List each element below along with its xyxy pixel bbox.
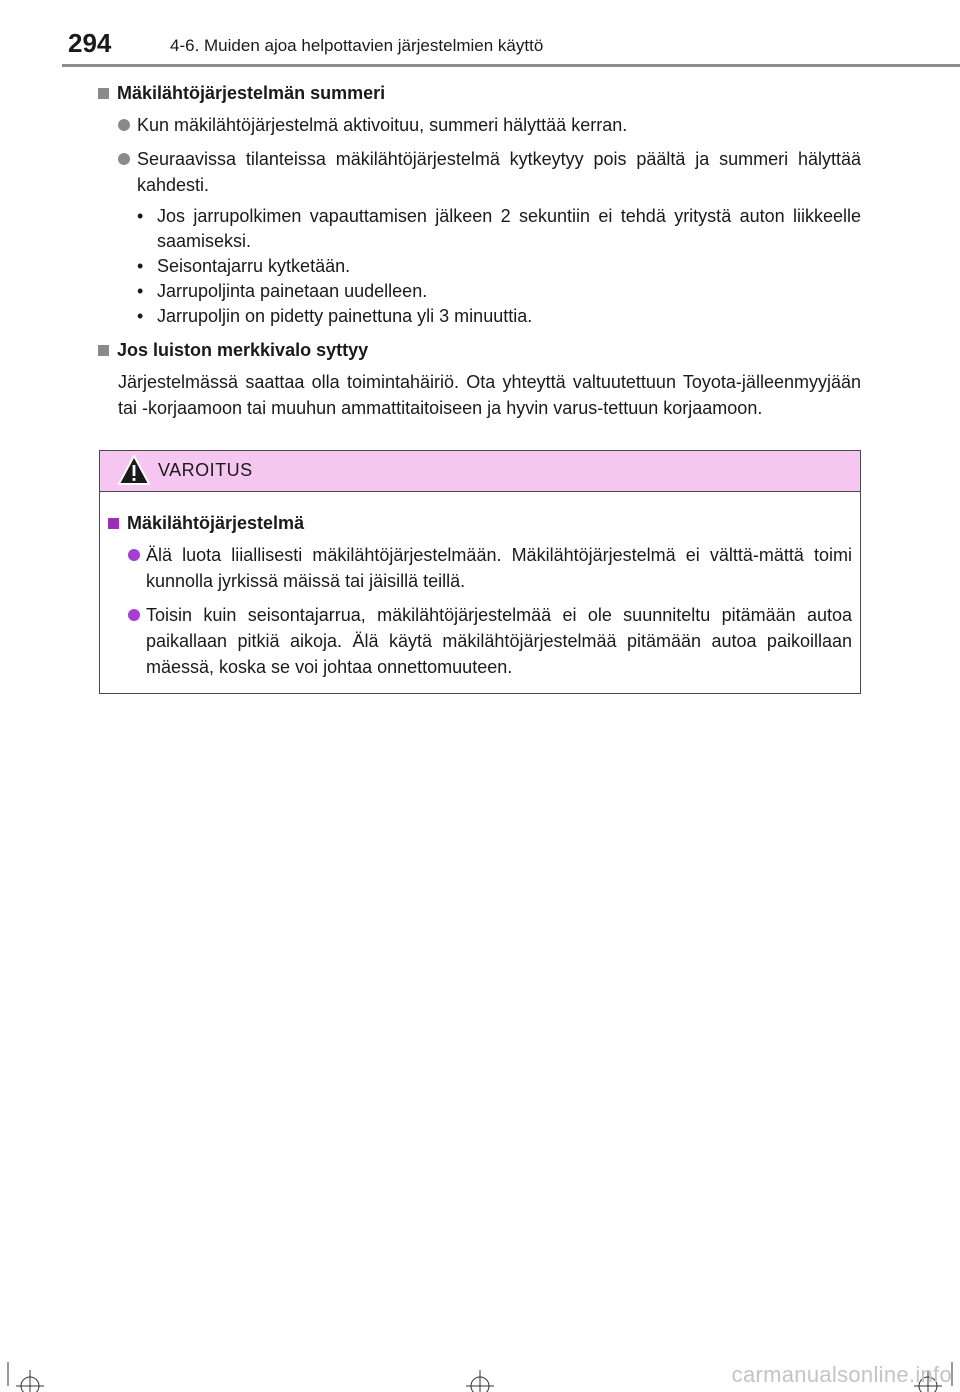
circle-bullet-icon (118, 119, 130, 131)
circle-bullet-icon (128, 549, 140, 561)
section-heading-buzzer (98, 80, 861, 106)
list-item (108, 602, 852, 680)
section-heading-text: Jos luiston merkkivalo syttyy (117, 340, 369, 360)
list-item (98, 146, 861, 198)
sub-item-text: Seisontajarru kytketään. (157, 256, 351, 276)
list-item (108, 542, 852, 594)
bullet-text: Kun mäkilähtöjärjestelmä aktivoituu, summeri hälyttää kerran. (137, 115, 628, 135)
dot-marker-icon: • (137, 206, 144, 226)
dot-marker-icon: • (137, 256, 144, 276)
warning-triangle-icon (118, 455, 150, 485)
dot-marker-icon: • (137, 306, 144, 326)
sub-item-text: Jarrupoljin on pidetty painettuna yli 3 minuuttia. (157, 306, 533, 326)
square-bullet-icon (98, 88, 109, 99)
bullet-text: Älä luota liiallisesti mäkilähtöjärjestelmään. Mäkilähtöjärjestelmä ei välttä-mättä toimi kunnolla jyrkissä mäissä tai jäisillä teillä. (146, 545, 852, 591)
circle-bullet-icon (128, 609, 140, 621)
sub-list-item (137, 254, 861, 279)
sub-item-text: Jarrupoljinta painetaan uudelleen. (157, 281, 428, 301)
warning-heading-text: Mäkilähtöjärjestelmä (127, 513, 305, 533)
page-number: 294 (68, 28, 112, 58)
circle-bullet-icon (118, 153, 130, 165)
warning-header (100, 451, 860, 492)
sub-list-item (137, 204, 861, 254)
sub-list-item (137, 279, 861, 304)
warning-heading (108, 510, 852, 536)
sub-list (98, 204, 861, 329)
square-bullet-icon (98, 345, 109, 356)
sub-list-item (137, 304, 861, 329)
list-item (98, 112, 861, 138)
sub-item-text: Jos jarrupolkimen vapauttamisen jälkeen 2 sekuntiin ei tehdä yritystä auton liikkeelle saamiseksi. (157, 206, 861, 251)
warning-box (99, 450, 861, 694)
page-header (62, 24, 960, 67)
bullet-text: Seuraavissa tilanteissa mäkilähtöjärjestelmä kytkeytyy pois päältä ja summeri hälyttää kahdesti. (137, 149, 861, 195)
section-paragraph: Järjestelmässä saattaa olla toimintahäiriö. Ota yhteyttä valtuutettuun Toyota-jälleenmyyjään tai -korjaamoon tai muuhun ammattitaitoiseen ja hyvin varus-tettuun korjaamoon. (118, 372, 861, 418)
main-content (98, 80, 861, 421)
section-heading-text: Mäkilähtöjärjestelmän summeri (117, 83, 386, 103)
square-bullet-icon (108, 518, 119, 529)
warning-label: VAROITUS (158, 460, 253, 480)
bullet-text: Toisin kuin seisontajarrua, mäkilähtöjärjestelmää ei ole suunniteltu pitämään autoa paikallaan pitkiä aikoja. Älä käytä mäkilähtöjärjestelmää pitämään autoa paikoillaan mäessä, koska se voi johtaa onnettomuuteen. (146, 605, 852, 677)
section-heading-slip-indicator (98, 337, 861, 363)
chapter-title: 4-6. Muiden ajoa helpottavien järjestelmien käyttö (170, 36, 544, 55)
dot-marker-icon: • (137, 281, 144, 301)
warning-body (100, 492, 860, 680)
watermark: carmanualsonline.info (731, 1362, 952, 1387)
